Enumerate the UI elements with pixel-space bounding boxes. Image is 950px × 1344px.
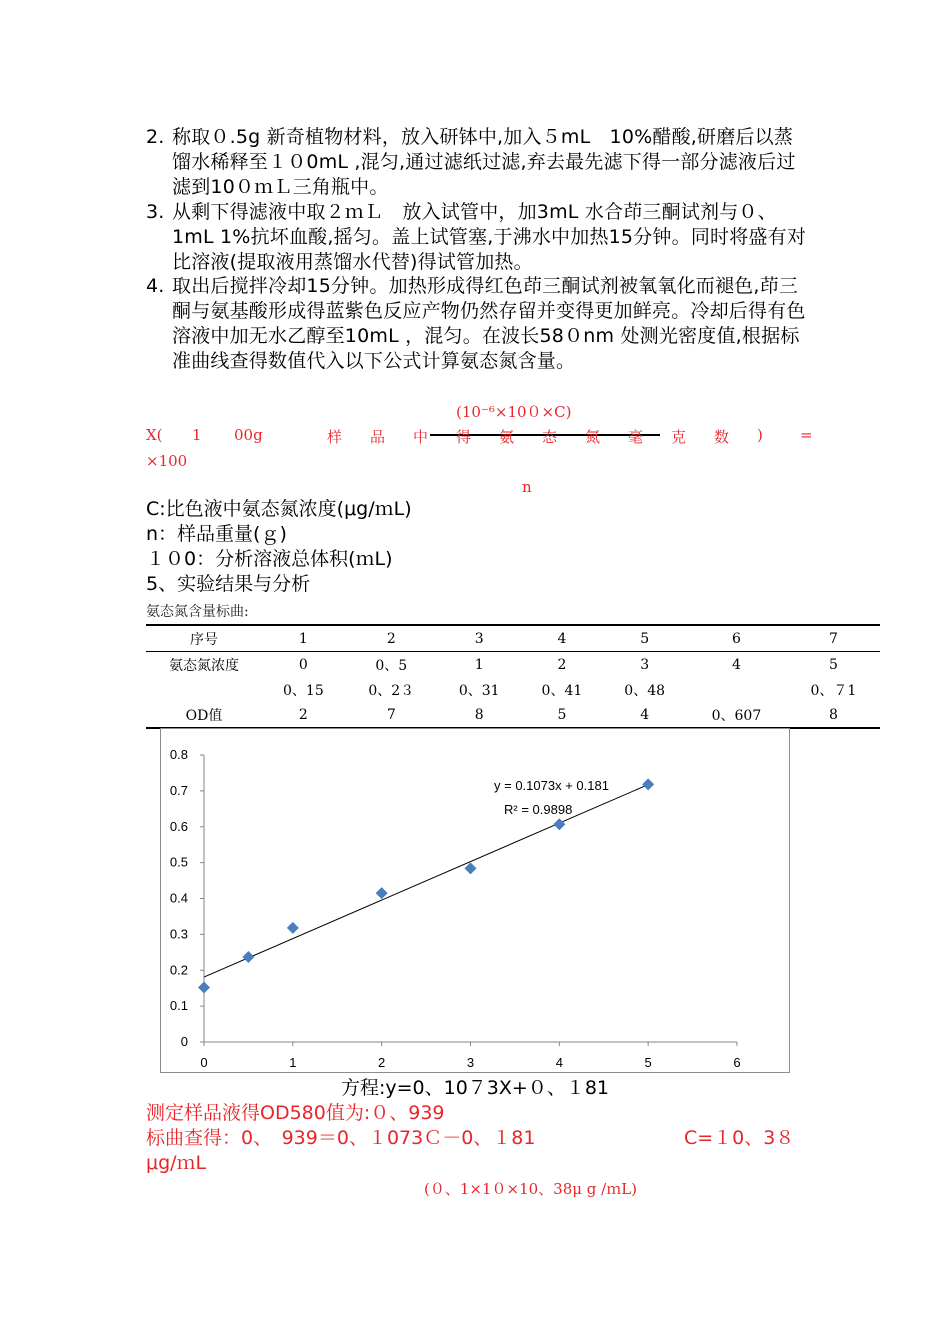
table-cell: 0、41: [541, 682, 583, 699]
step-text: 取出后搅拌冷却15分钟。加热形成得红色茚三酮试剂被氧氧化而褪色,茚三酮与氨基酸形成得蓝紫色反应产物仍然存留并变得更加鲜亮。冷却后得有色溶液中加无水乙醇至10mL ，混匀。在波长58０nm 处测光密度值,根据标准曲线查得数值代入以下公式计算氨态氮含量。: [172, 275, 806, 372]
trendline-equation: y = 0.1073x + 0.181: [494, 778, 609, 793]
formula-word: ): [757, 426, 763, 444]
header-cell: 7: [787, 625, 880, 652]
formula-word: 氨: [499, 428, 515, 446]
formula-numerator: (10⁻⁶×10０×C): [456, 403, 572, 421]
x-tick-label: 0: [200, 1055, 208, 1070]
trendline: [204, 785, 648, 977]
table-cell: 0、2３: [368, 682, 415, 699]
formula-word: 品: [370, 428, 386, 446]
table-row: [146, 677, 880, 702]
header-cell: 序号: [146, 625, 262, 652]
step-3: [146, 200, 811, 275]
table-cell: 7: [345, 702, 438, 728]
y-tick-label: 0.3: [169, 926, 188, 942]
table-cell: 8: [787, 702, 880, 728]
data-point: [287, 922, 299, 934]
data-point: [553, 818, 565, 830]
x-tick-label: 1: [289, 1055, 297, 1070]
y-tick-label: 0.7: [169, 782, 188, 798]
definition-100: １０0：分析溶液总体积(ｍL): [146, 548, 393, 570]
formula-word: 氮: [585, 428, 601, 446]
formula-word: 毫: [628, 428, 644, 446]
formula-word: 数: [714, 428, 730, 446]
data-point: [198, 981, 210, 993]
header-cell: 3: [438, 625, 521, 652]
table-cell: 0、７1: [810, 682, 857, 699]
table-cell: 2: [262, 702, 345, 728]
header-cell: 2: [345, 625, 438, 652]
step-text: 从剩下得滤液中取２ｍＬ 放入试管中，加3mL 水合茚三酮试剂与０、1mL 1%抗坏血酸,摇匀。盖上试管塞,于沸水中加热15分钟。同时将盛有对比溶液(提取液用蒸馏水代替)得试管加热。: [172, 201, 807, 273]
calculation-note: (０、1×1０×10、38μ g /ｍL): [424, 1180, 638, 1198]
table-cell: 0、31: [458, 682, 500, 699]
r-squared-label: R² = 0.9898: [504, 802, 573, 817]
header-cell: 1: [262, 625, 345, 652]
step-number: 2.: [146, 126, 165, 148]
x-tick-label: 2: [378, 1055, 386, 1070]
table-row: [146, 652, 880, 678]
x-tick-label: 5: [644, 1055, 652, 1070]
formula-word: 得: [456, 428, 472, 446]
od-measurement: 测定样品液得OD580值为:０、939: [146, 1102, 445, 1124]
table-cell: [686, 677, 787, 702]
formula-word: 样: [327, 428, 343, 446]
standard-curve-table: [146, 624, 880, 729]
x-tick-label: 6: [733, 1055, 741, 1070]
data-point: [242, 951, 254, 963]
y-tick-label: 0: [180, 1034, 188, 1049]
header-cell: 6: [686, 625, 787, 652]
table-cell: 5: [828, 656, 838, 673]
table-cell: 0、48: [624, 682, 666, 699]
table-cell: 2: [557, 656, 567, 673]
y-tick-label: 0.1: [169, 998, 188, 1014]
standard-curve-chart: [160, 728, 790, 1073]
header-cell: 5: [603, 625, 686, 652]
formula-word: X(: [146, 426, 163, 444]
table-cell: 0、607: [686, 702, 787, 728]
table-cell: 氨态氮浓度: [169, 657, 239, 674]
chart-svg: [161, 729, 791, 1074]
section-heading: 5、实验结果与分析: [146, 573, 311, 595]
formula-word: 克: [671, 428, 687, 446]
step-2: [146, 125, 811, 200]
table-cell: 0、15: [283, 682, 324, 699]
table-cell: 4: [731, 656, 741, 673]
table-row: [146, 702, 880, 728]
data-point: [465, 862, 477, 874]
formula-denominator: n: [522, 478, 532, 496]
c-unit: μg/ｍL: [146, 1152, 207, 1174]
y-tick-label: 0.2: [169, 962, 188, 978]
curve-lookup: 标曲查得：0、 939＝0、１073Ｃ－0、１81: [146, 1127, 536, 1149]
regression-equation: 方程:y=0、10７3X+０、１81: [340, 1077, 610, 1099]
table-cell: 0: [298, 656, 308, 673]
c-value: C=１0、3８: [684, 1127, 795, 1149]
step-4: [146, 274, 811, 374]
y-tick-label: 0.6: [169, 818, 188, 834]
definition-n: n：样品重量(ｇ): [146, 523, 287, 545]
table-cell: 3: [640, 656, 650, 673]
table-cell: 4: [603, 702, 686, 728]
table-cell: [146, 677, 262, 702]
data-point: [376, 887, 388, 899]
y-tick-label: 0.5: [169, 854, 188, 870]
table-cell: 5: [521, 702, 604, 728]
formula-word: 态: [542, 428, 558, 446]
y-tick-label: 0.4: [169, 890, 188, 906]
table-cell: 0、5: [375, 657, 408, 674]
table-header-row: [146, 625, 880, 652]
formula-word: 中: [413, 428, 429, 446]
header-cell: 4: [521, 625, 604, 652]
x-tick-label: 4: [555, 1055, 563, 1070]
step-text: 称取０.5g 新奇植物材料，放入研钵中,加入５mL 10%醋酸,研磨后以蒸馏水稀释至１０0mL ,混匀,通过滤纸过滤,弃去最先滤下得一部分滤液后过滤到10０ｍＬ三角瓶中。: [172, 126, 796, 198]
formula-word: =: [800, 426, 813, 444]
formula-tail: ×100: [146, 452, 188, 470]
formula-word: 1: [192, 426, 202, 444]
x-tick-label: 3: [466, 1055, 475, 1070]
step-number: 3.: [146, 201, 165, 223]
table-cell: OD值: [146, 702, 262, 728]
step-number: 4.: [146, 275, 165, 297]
table-cell: 8: [438, 702, 521, 728]
y-tick-label: 0.8: [169, 747, 188, 762]
formula-word: 00g: [234, 426, 263, 444]
table-cell: 1: [474, 656, 484, 673]
definition-c: C:比色液中氨态氮浓度(μg/ｍL): [146, 498, 412, 520]
data-point: [642, 778, 654, 790]
table-caption: 氨态氮含量标曲:: [146, 604, 249, 620]
